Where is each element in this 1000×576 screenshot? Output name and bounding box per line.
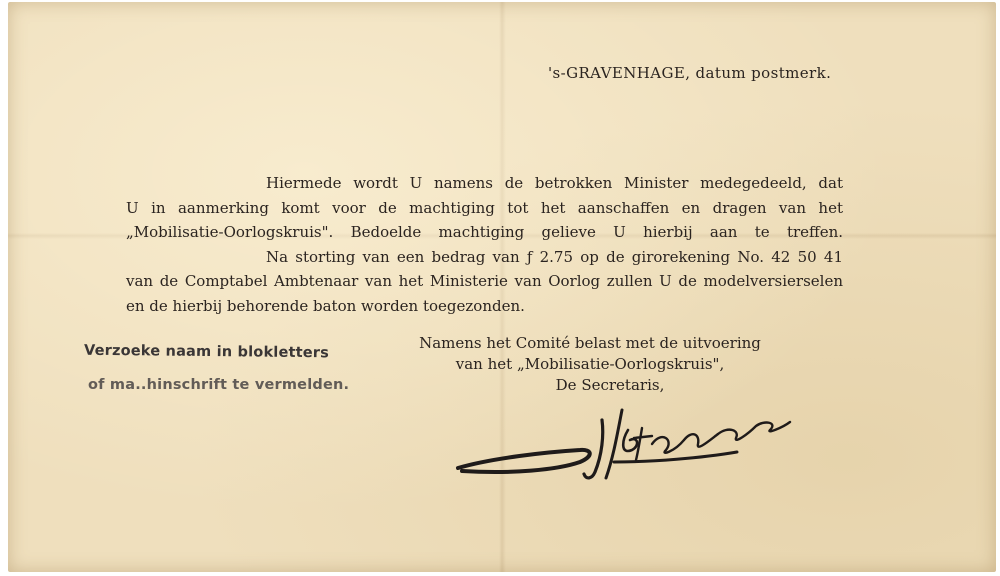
place-date: 's-GRAVENHAGE, datum postmerk.	[548, 64, 832, 82]
body-line-1: Hiermede wordt U namens de betrokken Minister medegedeeld, dat	[266, 174, 843, 192]
closing-line-1: Namens het Comité belast met de uitvoering	[419, 334, 761, 352]
closing-line-2: van het „Mobilisatie-Oorlogskruis",	[455, 355, 725, 373]
body-line-2: U in aanmerking komt voor de machtiging tot het aanschaffen en dragen van het	[126, 198, 843, 217]
stamp-line-2: of ma..hinschrift te vermelden.	[88, 377, 350, 393]
body-line-5: van de Comptabel Ambtenaar van het Ministerie van Oorlog zullen U de modelversierselen	[126, 272, 843, 291]
body-line-4: Na storting van een bedrag van ƒ 2.75 op de girorekening No. 42 50 41	[266, 247, 843, 266]
handwritten-signature	[452, 400, 802, 490]
body-line-3: „Mobilisatie-Oorlogskruis". Bedoelde machtiging gelieve U hierbij aan te treffen.	[126, 223, 843, 242]
letter-body	[126, 171, 843, 319]
body-line-6: en de hierbij behorende baton worden toegezonden.	[126, 296, 525, 315]
closing-line-3: De Secretaris,	[555, 376, 665, 394]
closing-block	[380, 333, 800, 396]
stamp-line-1: Verzoeke naam in blokletters	[83, 342, 330, 362]
